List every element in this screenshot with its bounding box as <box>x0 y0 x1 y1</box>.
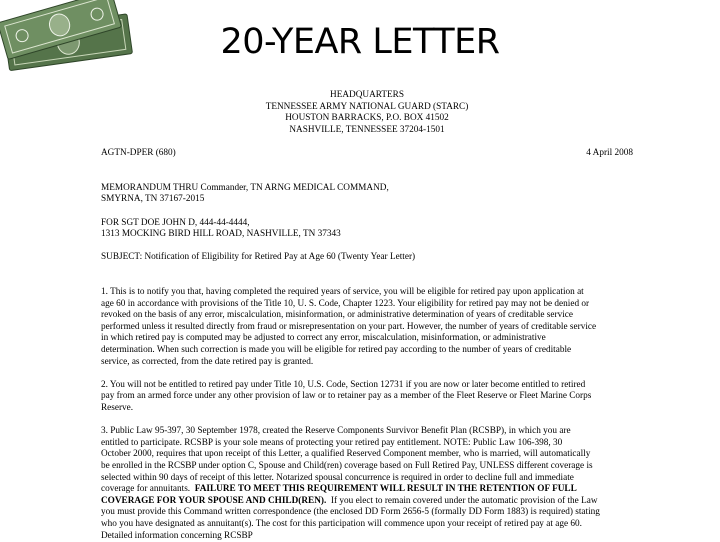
paragraph-text: coverage for annuitants. <box>101 484 195 495</box>
memo-line: SMYRNA, TN 37167-2015 <box>101 194 205 205</box>
reference-row <box>101 148 633 160</box>
paragraph-line: performed unless it resulted directly from fraud or misrepresentation on your part. However, the number of years of creditable service <box>101 321 597 332</box>
memo-line: MEMORANDUM THRU Commander, TN ARNG MEDICAL COMMAND, <box>101 182 389 193</box>
paragraph-line: 3. Public Law 95-397, 30 September 1978, created the Reserve Components Survivor Benefit Plan (RCSBP), in which you are <box>101 426 571 437</box>
letterhead <box>101 90 633 136</box>
paragraph-line: you must provide this Command written correspondence (the enclosed DD Form 2656-5 (formally DD Form 1883) is required) stating <box>101 507 600 518</box>
paragraph-line: Reserve. <box>101 403 134 414</box>
warning-text: FAILURE TO MEET THIS REQUIREMENT WILL RESULT IN THE RETENTION OF FULL <box>194 484 577 495</box>
paragraph-line <box>101 496 633 508</box>
letterhead-line: TENNESSEE ARMY NATIONAL GUARD (STARC) <box>265 101 469 112</box>
warning-text: COVERAGE FOR YOUR SPOUSE AND CHILD(REN). <box>101 495 327 506</box>
paragraph-line: Detailed information concerning RCSBP <box>101 530 253 541</box>
letterhead-line: HEADQUARTERS <box>330 90 404 100</box>
recipient-line: FOR SGT DOE JOHN D, 444-44-4444, <box>101 217 250 228</box>
paragraph-line: determination. When such correction is made you will be eligible for retired pay according to the number of years of creditable <box>101 345 572 356</box>
letter-date: 4 April 2008 <box>586 147 633 158</box>
office-symbol: AGTN-DPER (680) <box>101 147 176 158</box>
letterhead-line: NASHVILLE, TENNESSEE 37204-1501 <box>289 124 445 135</box>
letterhead-line: HOUSTON BARRACKS, P.O. BOX 41502 <box>285 113 449 124</box>
paragraph-line: entitled to participate. RCSBP is your sole means of protecting your retired pay entitlement. NOTE: Public Law 106-398, 30 <box>101 437 563 448</box>
paragraph-text: If you elect to remain covered under the automatic provision of the Law <box>326 495 598 506</box>
paragraph-3 <box>101 426 633 542</box>
paragraph-line <box>101 484 633 496</box>
paragraph-line: 1. This is to notify you that, having completed the required years of service, you will be eligible for retired pay upon application at <box>101 287 584 298</box>
slide-title: 20-YEAR LETTER <box>220 22 500 62</box>
paragraph-1 <box>101 287 633 368</box>
paragraph-line: age 60 in accordance with provisions of the Title 10, U. S. Code, Chapter 1223. Your eligibility for retired pay may not be denied or <box>101 298 590 309</box>
paragraph-line: selected within 90 days of receipt of this letter. Notarized spousal concurrence is required in order to decline full and immediate <box>101 472 574 483</box>
for-recipient <box>101 218 633 241</box>
paragraph-2 <box>101 380 633 415</box>
paragraph-line: revoked on the basis of any error, miscalculation, misinformation, or administrative determination of years of creditable service <box>101 310 573 321</box>
recipient-line: 1313 MOCKING BIRD HILL ROAD, NASHVILLE, TN 37343 <box>101 229 341 240</box>
paragraph-line: service, as corrected, from the date retired pay is granted. <box>101 356 314 367</box>
paragraph-line: 2. You will not be entitled to retired pay under Title 10, U.S. Code, Section 12731 if you are now or later become entitled to retired <box>101 379 586 390</box>
paragraph-line: October 2000, requires that upon receipt of this Letter, a qualified Reserved Component member, who is married, will automatically <box>101 449 591 460</box>
paragraph-line: pay from an armed force under any other provision of law or to retainer pay as a member of the Fleet Reserve or Fleet Marine Corps <box>101 391 592 402</box>
memo-thru <box>101 183 633 206</box>
paragraph-line: who you have designated as annuitant(s). The cost for this participation will commence upon your receipt of retired pay at age 60. <box>101 518 582 529</box>
paragraph-line: in which retired pay is computed may be adjusted to correct any error, miscalculation, misinformation, or administrative <box>101 333 546 344</box>
paragraph-line: be enrolled in the RCSBP under option C, Spouse and Child(ren) coverage based on Full Retired Pay, UNLESS different coverage is <box>101 461 593 471</box>
subject-line: SUBJECT: Notification of Eligibility for Retired Pay at Age 60 (Twenty Year Letter) <box>101 252 416 263</box>
letter-body <box>101 90 633 542</box>
